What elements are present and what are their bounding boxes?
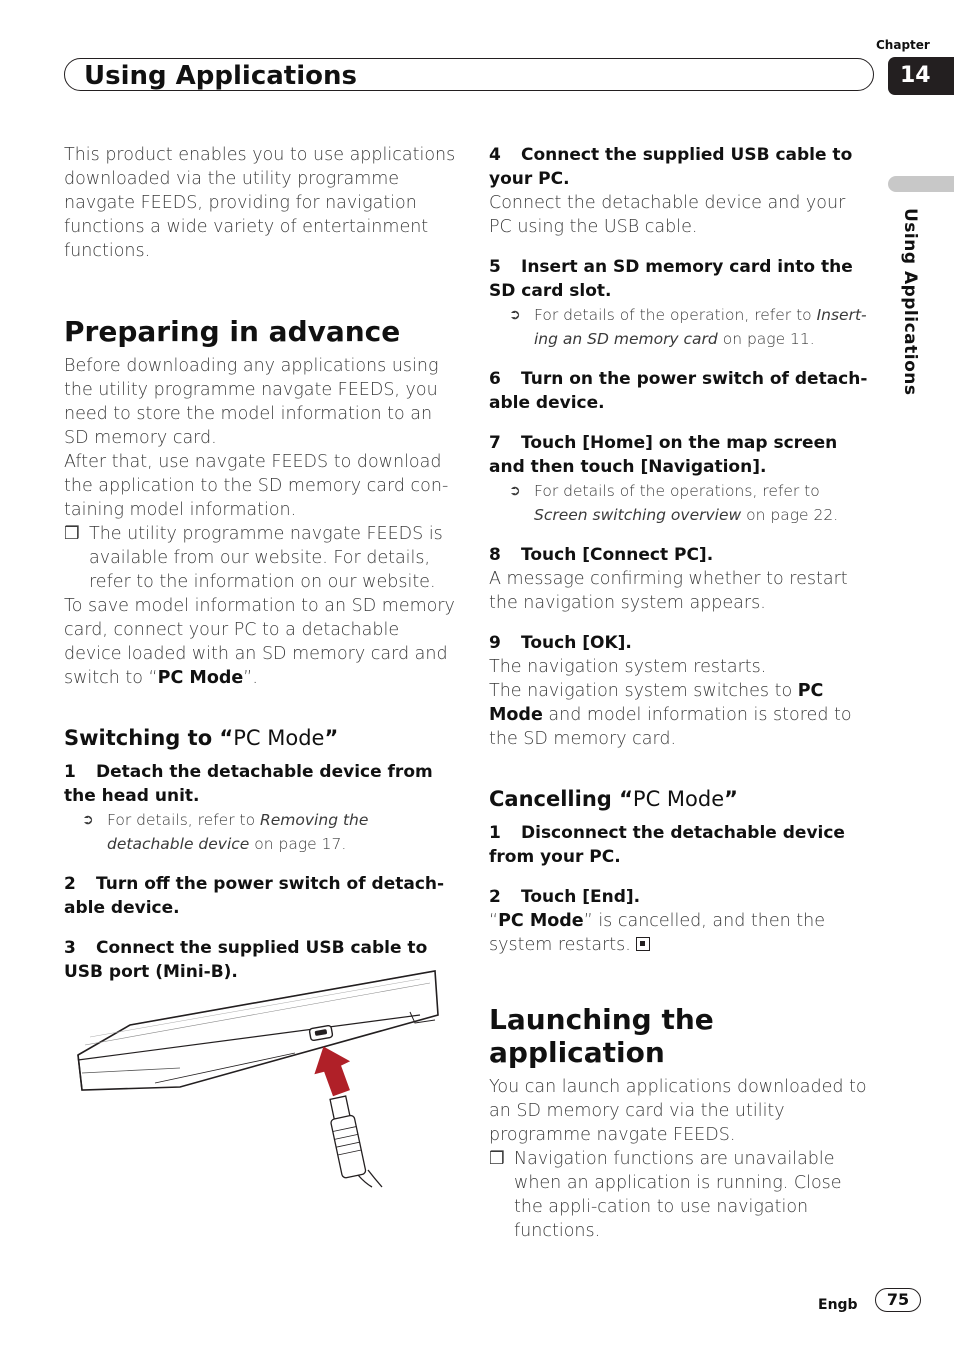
step-text: Connect the supplied USB cable to USB port (Mini-B).	[64, 938, 428, 982]
preparing-heading: Preparing in advance	[64, 315, 401, 348]
page-number: 75	[875, 1288, 921, 1312]
switch-step-1-note	[64, 808, 456, 856]
step-number: 2	[64, 874, 76, 894]
switching-heading	[64, 726, 456, 750]
note-link: Insert-ing an SD memory card	[534, 306, 867, 348]
p3-end: ”.	[243, 668, 258, 688]
language-code: Engb	[818, 1297, 858, 1313]
step-number: 3	[64, 938, 76, 958]
note-pre: For details of the operations, refer to	[534, 482, 820, 500]
intro-paragraph: This product enables you to use applications downloaded via the utility programme navgate FEEDS, providing for navigation functions a wide variety of entertainment functions.	[64, 145, 456, 261]
arrow-bullet-icon: ➲	[509, 307, 521, 323]
step-4	[489, 143, 873, 191]
cancelling-heading	[489, 787, 873, 811]
switch-step-1	[64, 760, 456, 808]
preparing-note-text: The utility programme navgate FEEDS is available from our website. For details, refer to the information on our website.	[89, 524, 443, 592]
cancel-step-2-text	[489, 909, 873, 957]
step-text: Turn on the power switch of detach-able device.	[489, 369, 868, 413]
right-column	[489, 143, 873, 1243]
step-text: Touch [Connect PC].	[521, 545, 714, 565]
step-text: Turn off the power switch of detach-able device.	[64, 874, 445, 918]
step-number: 5	[489, 257, 501, 277]
launching-p1: You can launch applications downloaded to an SD memory card via the utility programme navgate FEEDS.	[489, 1077, 867, 1145]
step-number: 7	[489, 433, 501, 453]
end-mark-icon	[636, 937, 650, 951]
step-text: Detach the detachable device from the head unit.	[64, 762, 433, 806]
step-4-text: Connect the detachable device and your PC using the USB cable.	[489, 193, 846, 237]
note-text	[534, 303, 873, 351]
step-number: 6	[489, 369, 501, 389]
step-number: 1	[64, 762, 76, 782]
text-post: and model information is stored to the SD memory card.	[489, 705, 852, 749]
step-text: Disconnect the detachable device from your PC.	[489, 823, 845, 867]
switching-title-pc: PC Mode	[233, 726, 325, 750]
note-link: Screen switching overview	[534, 506, 742, 524]
step-text: Touch [Home] on the map screen and then touch [Navigation].	[489, 433, 838, 477]
arrow-bullet-icon: ➲	[82, 812, 94, 828]
step-text: Touch [End].	[521, 887, 641, 907]
usb-connection-illustration	[70, 965, 445, 1190]
checkbox-bullet-icon: ❒	[64, 524, 80, 544]
chapter-number: 14	[888, 57, 954, 95]
step-9-text-1: The navigation system restarts.	[489, 657, 767, 677]
step-5-note	[489, 303, 873, 351]
note-text	[107, 808, 456, 856]
note-pre: For details of the operation, refer to	[534, 306, 817, 324]
step-6	[489, 367, 873, 415]
note-post: on page 22.	[741, 506, 839, 524]
text-bold: PC Mode	[498, 911, 584, 931]
step-7-note	[489, 479, 873, 527]
launching-note	[489, 1147, 873, 1243]
preparing-note	[64, 522, 456, 594]
launching-heading: Launching the application	[489, 1003, 714, 1069]
preparing-p3	[64, 594, 456, 690]
preparing-p2: After that, use navgate FEEDS to download the application to the SD memory card con-taining model information.	[64, 452, 449, 520]
switching-title-a: Switching to “	[64, 726, 234, 750]
side-tab	[888, 176, 954, 192]
step-text: Touch [OK].	[521, 633, 632, 653]
arrow-bullet-icon: ➲	[509, 483, 521, 499]
text-pre: “	[489, 911, 499, 931]
switch-step-2	[64, 872, 456, 920]
checkbox-bullet-icon: ❒	[489, 1149, 505, 1169]
note-post: on page 17.	[249, 835, 347, 853]
note-post: on page 11.	[717, 330, 815, 348]
step-9-text-2	[489, 679, 873, 751]
step-number: 8	[489, 545, 501, 565]
step-7	[489, 431, 873, 479]
step-number: 9	[489, 633, 501, 653]
text-post: ” is cancelled, and then the system restarts.	[489, 911, 825, 955]
note-link: Removing the detachable device	[107, 811, 369, 853]
step-text: Connect the supplied USB cable to your PC.	[489, 145, 853, 189]
cancel-title-pc: PC Mode	[632, 787, 725, 811]
note-text	[534, 479, 873, 527]
step-9	[489, 631, 873, 655]
switching-title-end: ”	[324, 726, 339, 750]
preparing-p1: Before downloading any applications using the utility programme navgate FEEDS, you need to store the model information to an SD memory card.	[64, 356, 439, 448]
p3-text: To save model information to an SD memory card, connect your PC to a detachable device loaded with an SD memory card and switch to “	[64, 596, 455, 688]
step-text: Insert an SD memory card into the SD card slot.	[489, 257, 853, 301]
left-column	[64, 143, 456, 984]
chapter-label: Chapter	[876, 38, 930, 52]
text-bold: PC Mode	[489, 681, 824, 725]
step-number: 1	[489, 823, 501, 843]
cancel-step-1	[489, 821, 873, 869]
step-5	[489, 255, 873, 303]
step-number: 4	[489, 145, 501, 165]
side-label: Using Applications	[900, 208, 920, 396]
cancel-title-a: Cancelling “	[489, 787, 633, 811]
cancel-title-end: ”	[724, 787, 738, 811]
step-8	[489, 543, 873, 567]
text-pre: The navigation system switches to	[489, 681, 798, 701]
note-pre: For details, refer to	[107, 811, 260, 829]
launching-note-text: Navigation functions are unavailable when an application is running. Close the appli-cation to use navigation functions.	[514, 1149, 842, 1241]
cancel-step-2	[489, 885, 873, 909]
p3-bold: PC Mode	[157, 668, 244, 688]
step-8-text: A message confirming whether to restart the navigation system appears.	[489, 569, 848, 613]
section-title: Using Applications	[84, 61, 357, 91]
step-number: 2	[489, 887, 501, 907]
